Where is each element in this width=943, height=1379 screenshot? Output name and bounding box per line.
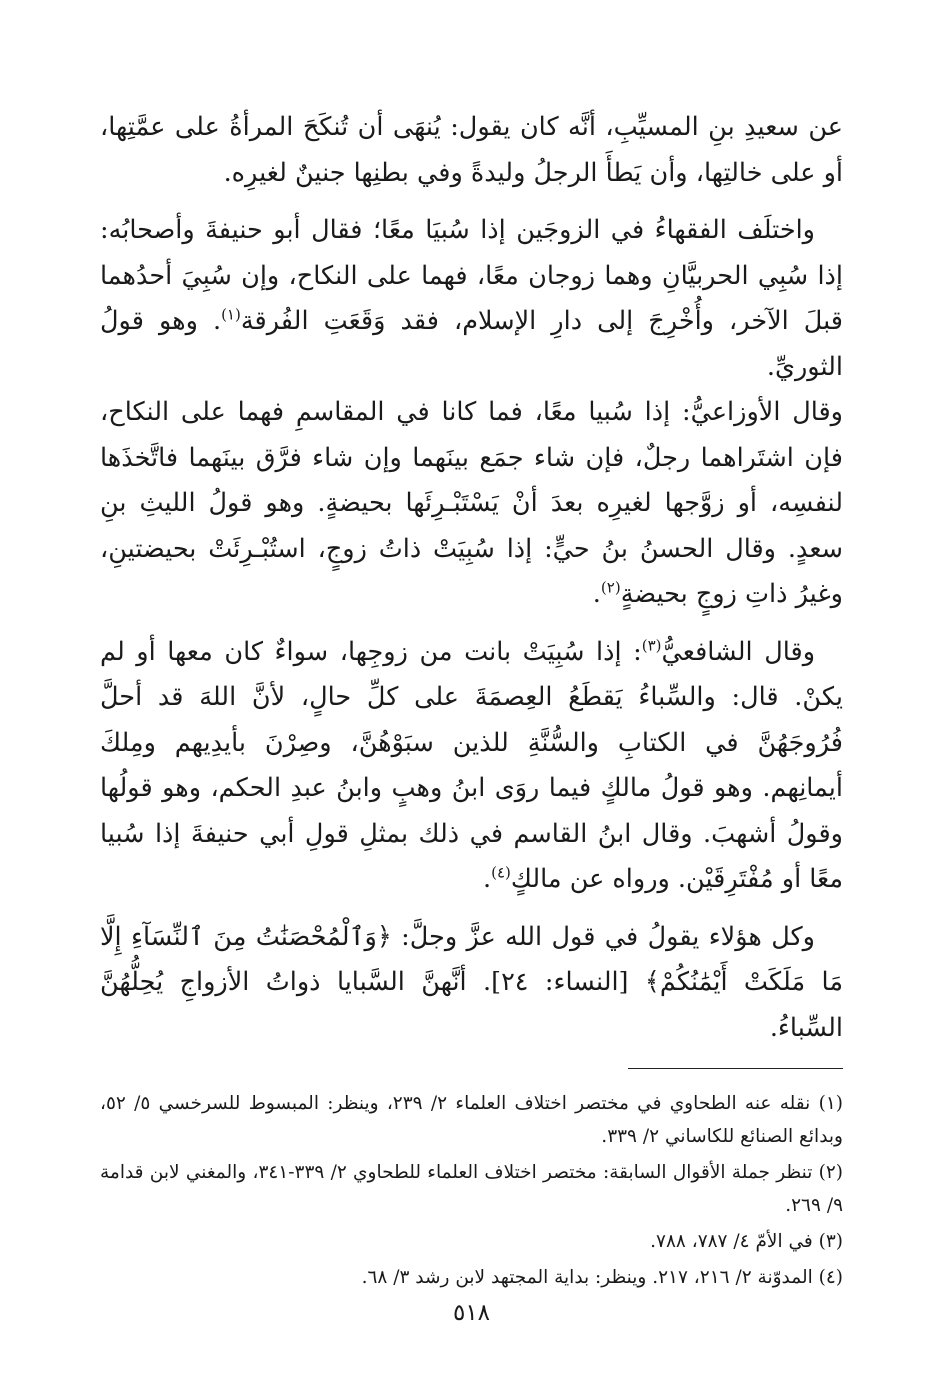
page-number: ٥١٨ bbox=[452, 1300, 491, 1326]
footnote-1-number: (١) bbox=[818, 1093, 843, 1114]
footnote-4-text: المدوّنة ٢/ ٢١٦، ٢١٧. وينظر: بداية المجتهد لابن رشد ٣/ ٦٨. bbox=[361, 1267, 813, 1288]
paragraph-5-text: وكل هؤلاء يقولُ في قول الله عزَّ وجلَّ: ﴿وَٱلْمُحْصَنَٰتُ مِنَ ٱلنِّسَآءِ إِلَّا مَا مَلَكَتْ أَيْمَٰنُكُمْ﴾ [النساء: ٢٤]. أنَّهنَّ السَّبايا ذواتُ الأزواجِ يُحِلُّهُنَّ السِّباءُ. bbox=[100, 921, 843, 1043]
footnote-3 bbox=[100, 1225, 843, 1258]
paragraph-4-tail: . bbox=[483, 864, 492, 894]
paragraph-4-text: : إذا سُبِيَتْ بانت من زوجِها، سواءٌ كان معها أو لم يكنْ. قال: والسِّباءُ يَقطَعُ العِصمَةَ على كلِّ حالٍ، لأنَّ اللهَ قد أحلَّ فُرُوجَهُنَّ في الكتابِ والسُّنَّةِ للذين سبَوْهُنَّ، وصِرْنَ بأيدِيهم ومِلكَ أيمانِهم. وهو قولُ مالكٍ فيما روَى ابنُ وهبٍ وابنُ عبدِ الحكم، وهو قولُها وقولُ أشهبَ. وقال ابنُ القاسم في ذلك بمثلِ قولِ أبي حنيفةَ إذا سُبيا معًا أو مُفْتَرِقَيْن. ورواه عن مالكٍ bbox=[100, 636, 843, 894]
footnote-3-number: (٣) bbox=[818, 1231, 843, 1252]
footnote-4 bbox=[100, 1261, 843, 1294]
footnote-divider bbox=[628, 1068, 843, 1069]
footnote-marker-2[interactable]: (٢) bbox=[600, 578, 621, 597]
paragraph-2-tail: . وهو قولُ الثوريِّ. bbox=[100, 306, 843, 382]
footnote-1-text: نقله عنه الطحاوي في مختصر اختلاف العلماء ٢/ ٢٣٩، وينظر: المبسوط للسرخسي ٥/ ٥٢، وبدائع الصنائع للكاساني ٢/ ٣٣٩. bbox=[100, 1093, 843, 1147]
footnote-2 bbox=[100, 1156, 843, 1222]
footnote-2-text: تنظر جملة الأقوال السابقة: مختصر اختلاف العلماء للطحاوي ٢/ ٣٣٩-٣٤١، والمغني لابن قدامة ٩/ ٢٦٩. bbox=[100, 1162, 843, 1216]
paragraph-2 bbox=[100, 208, 843, 390]
footnote-marker-1[interactable]: (١) bbox=[221, 305, 241, 324]
paragraph-3-text: وقال الأوزاعيُّ: إذا سُبيا معًا، فما كانا في المقاسمِ فهما على النكاح، فإن اشتَراهما رجلٌ، فإن شاء جمَع بينَهما وإن شاء فرَّق بينَهما فاتَّخذَها لنفسِه، أو زوَّجها لغيرِه بعدَ أنْ يَسْتَبْـرِئَها بحيضةٍ. وهو قولُ الليثِ بنِ سعدٍ. وقال الحسنُ بنُ حيٍّ: إذا سُبِيَتْ ذاتُ زوجٍ، استُبْـرِئَتْ بحيضتينِ، وغيرُ ذاتِ زوجٍ بحيضةٍ bbox=[100, 397, 843, 609]
paragraph-1 bbox=[100, 105, 843, 196]
paragraph-3 bbox=[100, 390, 843, 618]
paragraph-4-lead: وقال الشافعيُّ bbox=[661, 636, 816, 667]
page-body bbox=[100, 105, 843, 1297]
footnote-marker-3[interactable]: (٣) bbox=[641, 636, 662, 654]
footnote-4-number: (٤) bbox=[818, 1267, 843, 1288]
paragraph-1-text: عن سعيدِ بنِ المسيِّبِ، أنَّه كان يقول: يُنهَى أن تُنكَحَ المرأةُ على عمَّتِها، أو على خالتِها، وأن يَطأَ الرجلُ وليدةً وفي بطنِها جنينٌ لغيرِه. bbox=[100, 112, 843, 188]
paragraph-2-text: واختلَف الفقهاءُ في الزوجَين إذا سُبيَا معًا؛ فقال أبو حنيفةَ وأصحابُه: إذا سُبِي الحربيَّانِ وهما زوجان معًا، فهما على النكاح، وإن سُبِيَ أحدُهما قبلَ الآخر، وأُخْرِجَ إلى دارِ الإسلام، فقد وَقَعَتِ الفُرقة bbox=[100, 215, 843, 336]
footnote-3-text: في الأمّ ٤/ ٧٨٧، ٧٨٨. bbox=[650, 1231, 813, 1252]
footnote-2-number: (٢) bbox=[818, 1162, 843, 1183]
paragraph-5 bbox=[100, 915, 843, 1052]
footnote-1 bbox=[100, 1087, 843, 1153]
footnote-marker-4[interactable]: (٤) bbox=[491, 863, 511, 882]
paragraph-3-tail: . bbox=[592, 579, 601, 609]
paragraph-4 bbox=[100, 630, 843, 903]
